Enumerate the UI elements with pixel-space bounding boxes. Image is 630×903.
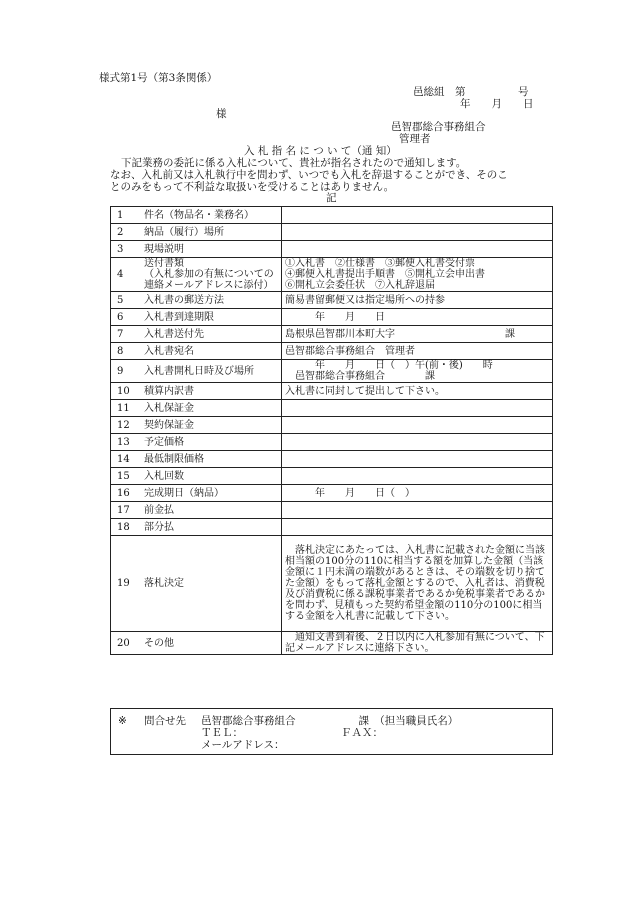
row-label: 落札決定 bbox=[140, 536, 282, 632]
table-row bbox=[111, 502, 553, 519]
row-label: 入札書開札日時及び場所 bbox=[140, 360, 282, 383]
row-number: 20 bbox=[111, 632, 141, 655]
row-value: 年 月 日 bbox=[282, 309, 553, 326]
table-row bbox=[111, 632, 553, 655]
row-value: 邑智郡総合事務組合 管理者 bbox=[282, 343, 553, 360]
row-label: 納品（履行）場所 bbox=[140, 224, 282, 241]
contact-label: 問合せ先 bbox=[144, 715, 186, 727]
row-number: 11 bbox=[111, 400, 141, 417]
row-number: 1 bbox=[111, 207, 141, 224]
row-label: 入札書送付先 bbox=[140, 326, 282, 343]
document-number: 邑総組 第 号 bbox=[413, 86, 529, 98]
row-number: 17 bbox=[111, 502, 141, 519]
row-label: 入札回数 bbox=[140, 468, 282, 485]
table-row bbox=[111, 451, 553, 468]
row-number: 2 bbox=[111, 224, 141, 241]
table-row bbox=[111, 519, 553, 536]
row-number: 12 bbox=[111, 417, 141, 434]
ki-heading: 記 bbox=[326, 192, 337, 204]
row-number: 19 bbox=[111, 536, 141, 632]
contact-tel: ＴＥＬ： bbox=[201, 727, 243, 739]
row-number: 3 bbox=[111, 241, 141, 258]
row-label: 件名（物品名・業務名） bbox=[140, 207, 282, 224]
row-label: 契約保証金 bbox=[140, 417, 282, 434]
row-value: 通知文書到着後、２日以内に入札参加有無について、下記メールアドレスに連絡下さい。 bbox=[282, 632, 553, 655]
contact-fax: ＦＡＸ： bbox=[341, 727, 383, 739]
row-label: 最低制限価格 bbox=[140, 451, 282, 468]
row-value: 年 月 日（ ） bbox=[282, 485, 553, 502]
row-label: 現場説明 bbox=[140, 241, 282, 258]
body-text-3: とのみをもって不利益な取扱いを受けることはありません。 bbox=[110, 181, 395, 193]
table-row bbox=[111, 383, 553, 400]
table-row bbox=[111, 309, 553, 326]
row-label: 送付書類 （入札参加の有無についての 連絡メールアドレスに添付） bbox=[140, 258, 282, 292]
row-label: 完成期日（納品） bbox=[140, 485, 282, 502]
row-label: 入札書宛名 bbox=[140, 343, 282, 360]
row-value bbox=[282, 400, 553, 417]
table-row bbox=[111, 207, 553, 224]
row-number: 6 bbox=[111, 309, 141, 326]
row-value bbox=[282, 519, 553, 536]
table-row bbox=[111, 241, 553, 258]
row-number: 14 bbox=[111, 451, 141, 468]
table-row bbox=[111, 360, 553, 383]
row-value bbox=[282, 434, 553, 451]
row-value bbox=[282, 241, 553, 258]
row-number: 16 bbox=[111, 485, 141, 502]
contact-mail: メールアドレス： bbox=[201, 739, 285, 751]
table-row bbox=[111, 224, 553, 241]
row-value: 入札書に同封して提出して下さい。 bbox=[282, 383, 553, 400]
row-label: 予定価格 bbox=[140, 434, 282, 451]
row-value bbox=[282, 224, 553, 241]
body-text-2: なお、入札前又は入札執行中を問わず、いつでも入札を辞退することができ、そのこ bbox=[110, 169, 508, 181]
table-row bbox=[111, 326, 553, 343]
note-mark: ※ bbox=[118, 715, 127, 727]
row-number: 18 bbox=[111, 519, 141, 536]
row-label: 入札保証金 bbox=[140, 400, 282, 417]
row-value bbox=[282, 502, 553, 519]
issuer-org: 邑智郡総合事務組合 bbox=[391, 121, 486, 133]
table-row bbox=[111, 258, 553, 292]
contact-org: 邑智郡総合事務組合 課 （担当職員氏名） bbox=[201, 715, 459, 727]
table-row bbox=[111, 434, 553, 451]
row-value bbox=[282, 207, 553, 224]
table-row bbox=[111, 468, 553, 485]
issuer-title: 管理者 bbox=[399, 133, 431, 145]
form-number: 様式第1号（第3条関係） bbox=[99, 72, 218, 84]
table-row bbox=[111, 343, 553, 360]
row-value bbox=[282, 468, 553, 485]
row-label: 入札書到達期限 bbox=[140, 309, 282, 326]
row-value: ①入札書 ②仕様書 ③郵便入札書受付票 ④郵便入札書提出手順書 ⑤開札立会申出書 ⑥開札立会委任状 ⑦入札辞退届 bbox=[282, 258, 553, 292]
row-label: その他 bbox=[140, 632, 282, 655]
issue-date: 年 月 日 bbox=[460, 98, 534, 110]
row-value bbox=[282, 451, 553, 468]
table-row bbox=[111, 536, 553, 632]
row-number: 4 bbox=[111, 258, 141, 292]
table-row bbox=[111, 417, 553, 434]
row-number: 5 bbox=[111, 292, 141, 309]
row-label: 部分払 bbox=[140, 519, 282, 536]
row-number: 10 bbox=[111, 383, 141, 400]
table-row bbox=[111, 292, 553, 309]
table-row bbox=[111, 400, 553, 417]
row-number: 7 bbox=[111, 326, 141, 343]
document-title: 入 札 指 名 に つ い て（通 知） bbox=[244, 145, 397, 157]
details-table bbox=[110, 206, 553, 655]
row-number: 8 bbox=[111, 343, 141, 360]
body-text-1: 下記業務の委託に係る入札について、貴社が指名されたので通知します。 bbox=[121, 157, 467, 169]
row-label: 前金払 bbox=[140, 502, 282, 519]
addressee: 様 bbox=[216, 108, 227, 120]
row-label: 積算内訳書 bbox=[140, 383, 282, 400]
row-label: 入札書の郵送方法 bbox=[140, 292, 282, 309]
row-value: 簡易書留郵便又は指定場所への持参 bbox=[282, 292, 553, 309]
table-row bbox=[111, 485, 553, 502]
row-value: 落札決定にあたっては、入札書に記載された金額に当該相当額の100分の110に相当する額を加算した金額（当該金額に１円未満の端数があるときは、その端数を切り捨てた金額）をもって落札金額とするので、入札者は、消費税及び消費税に係る課税事業者であるか免税事業者であるかを問わず、見積もった契約希望金額の110分の100に相当する金額を入札書に記載して下さい。 bbox=[282, 536, 553, 632]
row-number: 13 bbox=[111, 434, 141, 451]
row-value: 年 月 日（ ）午(前・後) 時 邑智郡総合事務組合 課 bbox=[282, 360, 553, 383]
row-value bbox=[282, 417, 553, 434]
contact-box bbox=[110, 708, 553, 755]
row-number: 15 bbox=[111, 468, 141, 485]
row-number: 9 bbox=[111, 360, 141, 383]
row-value: 島根県邑智郡川本町大字 課 bbox=[282, 326, 553, 343]
